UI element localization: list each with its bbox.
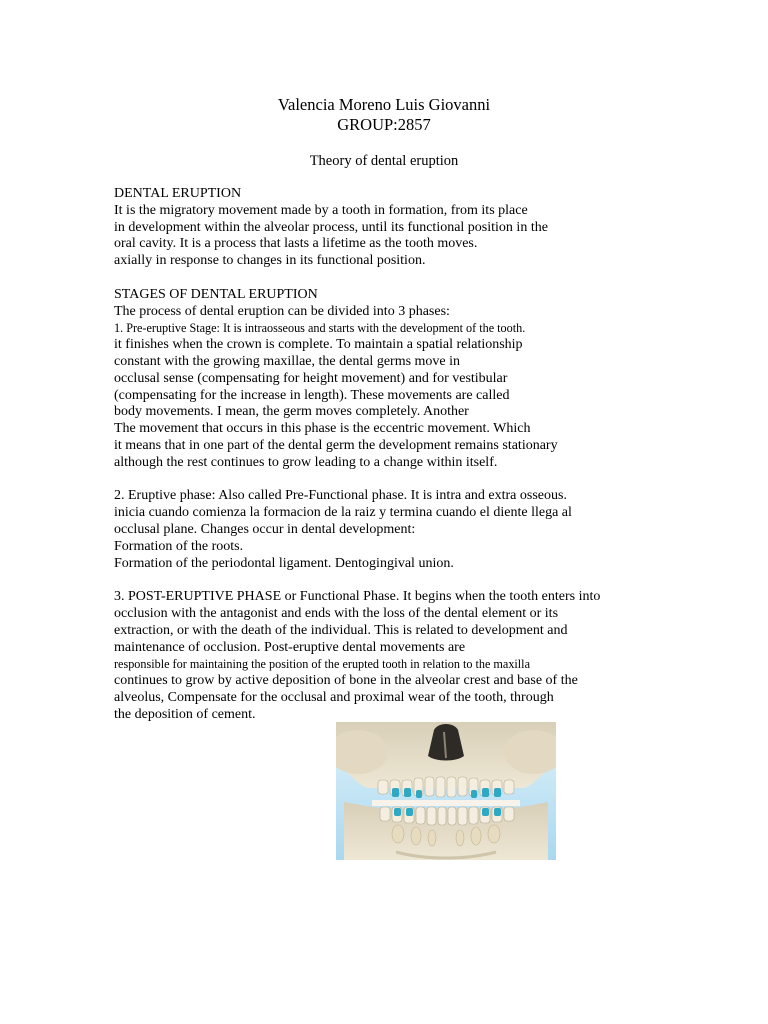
paragraph-line: maintenance of occlusion. Post-eruptive dental movements are [114,639,466,655]
paragraph-gap [114,572,614,589]
paragraph-line: occlusion with the antagonist and ends with the loss of the dental element or its [114,605,559,621]
section-heading: DENTAL ERUPTION [114,186,242,201]
paragraph-line: occlusal sense (compensating for height movement) and for vestibular [114,370,508,386]
paragraph-line-small: responsible for maintaining the position of the erupted tooth in relation to the maxilla [114,657,530,672]
author-name: Valencia Moreno Luis Giovanni [277,95,491,114]
paragraph-line: although the rest continues to grow leading to a change within itself. [114,454,498,470]
skull-teeth-icon [336,722,556,860]
paragraph-line: the deposition of cement. [114,706,256,722]
paragraph-line: alveolus, Compensate for the occlusal and proximal wear of the tooth, through [114,689,554,705]
paragraph-line: 2. Eruptive phase: Also called Pre-Functional phase. It is intra and extra osseous. [114,488,567,504]
paragraph-gap [114,270,614,287]
paragraph-line: Formation of the periodontal ligament. Dentogingival union. [114,555,454,571]
skull-teeth-illustration [336,722,556,860]
paragraph-line: (compensating for the increase in length). These movements are called [114,387,510,403]
paragraph-line: Formation of the roots. [114,538,244,554]
paragraph-line: continues to grow by active deposition of bone in the alveolar crest and base of the [114,673,578,689]
paragraph-line: It is the migratory movement made by a tooth in formation, from its place [114,202,528,218]
paragraph-line: in development within the alveolar process, until its functional position in the [114,219,548,235]
paragraph-line: inicia cuando comienza la formacion de la raiz y termina cuando el diente llega al [114,505,572,521]
paragraph-line: occlusal plane. Changes occur in dental development: [114,521,416,537]
paragraph-line: The movement that occurs in this phase is the eccentric movement. Which [114,421,531,437]
paragraph-line: it finishes when the crown is complete. To maintain a spatial relationship [114,337,523,353]
section-dental-eruption [114,186,614,724]
paragraph-line: it means that in one part of the dental germ the development remains stationary [114,437,558,453]
section-heading: STAGES OF DENTAL ERUPTION [114,286,318,302]
paragraph-line: 3. POST-ERUPTIVE PHASE or Functional Phase. It begins when the tooth enters into [114,589,601,605]
paragraph-gap [114,472,614,489]
phase-1-first-line: 1. Pre-eruptive Stage: It is intraosseous and starts with the development of the tooth. [114,321,526,336]
paragraph-line: axially in response to changes in its functional position. [114,253,426,269]
document-title: Theory of dental eruption [309,153,459,169]
group-number: GROUP:2857 [337,115,431,134]
paragraph-line: The process of dental eruption can be divided into 3 phases: [114,303,450,319]
paragraph-line: oral cavity. It is a process that lasts a lifetime as the tooth moves. [114,236,478,252]
paragraph-line: constant with the growing maxillae, the dental germs move in [114,353,461,369]
paragraph-line: body movements. I mean, the germ moves completely. Another [114,404,469,420]
paragraph-line: extraction, or with the death of the individual. This is related to development and [114,622,568,638]
